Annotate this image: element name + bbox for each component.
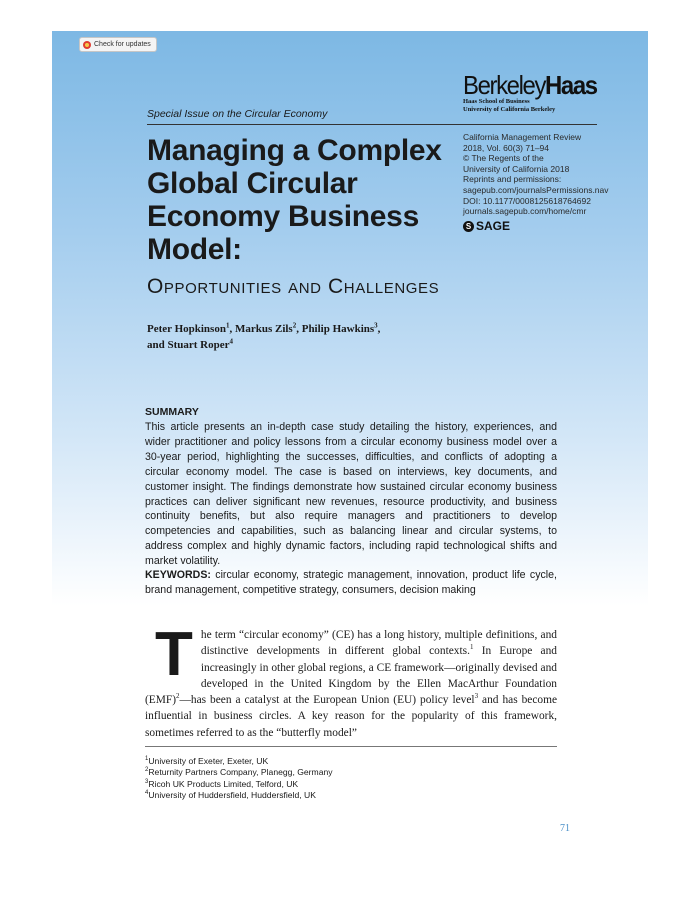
journal-metadata (463, 132, 613, 217)
check-for-updates-button[interactable] (79, 37, 157, 52)
header-rule (147, 124, 597, 125)
summary-heading: SUMMARY (145, 406, 199, 418)
doi-link[interactable]: DOI: 10.1177/0008125618764692 (463, 195, 591, 206)
journal-homepage-link[interactable]: journals.sagepub.com/home/cmr (463, 206, 587, 217)
body-paragraph: The term “circular economy” (CE) has a long history, multiple definitions, and distinctive developments in different global contexts.$^1$ In Europe and increasingly in other global regions, a CE framework—originally devised and developed in the United Kingdom by the Ellen MacArthur Foundation (EMF)$^2$—has been a catalyst at the European Union (EU) policy level$^3$ and has become influential in business circles. A key reason for the popularity of this framework, sometimes referred to as the “butterfly model” (145, 620, 558, 739)
author: Markus Zils$^2$, (234, 321, 302, 335)
journal-name: California Management Review (463, 132, 582, 142)
logo-word-haas: Haas (545, 70, 597, 100)
copyright-line-1: © The Regents of the (463, 153, 544, 164)
page-number: 71 (560, 823, 570, 834)
author: and Stuart Roper$^4$ (147, 337, 234, 351)
sage-logo (463, 219, 510, 233)
footnote: $^4$University of Huddersfield, Huddersfield, UK (145, 789, 316, 800)
footnote: $^3$Ricoh UK Products Limited, Telford, UK (145, 778, 299, 789)
permissions-link[interactable]: sagepub.com/journalsPermissions.nav (463, 184, 609, 195)
summary-text: This article presents an in-depth case study detailing the history, experiences, and wider practitioner and policy lessons from a circular economy business model over a 30-year period, highlighting the successes, difficulties, and conflicts of adopting a circular economy model. The case is based on interviews, key documents, and customer insight. The findings demonstrate how sustained circular economy business practices can deliver significant new revenues, resource productivity, and business continuity benefits, but also require managers and practitioners to develop competencies and capabilities, such as balancing linear and circular systems, to address complex and highly dynamic factors, including rapid technological shifts and market volatility. (145, 421, 557, 568)
footnote: $^1$University of Exeter, Exeter, UK (145, 756, 269, 766)
author: Philip Hawkins$^3$, (301, 321, 381, 335)
logo-university: University of California Berkeley (463, 106, 556, 113)
keywords (145, 568, 557, 598)
author: Peter Hopkinson$^1$, (147, 321, 235, 335)
crossmark-icon (83, 41, 91, 49)
logo-wordmark (463, 70, 597, 100)
article-title: Managing a Complex Global Circular Economy Business Model: (147, 134, 442, 266)
drop-cap: T (155, 620, 193, 689)
keywords-label: KEYWORDS: (145, 569, 211, 581)
footnote: $^2$Returnity Partners Company, Planegg, Germany (145, 767, 333, 778)
copyright-line-2: University of California 2018 (463, 163, 570, 174)
author-list (147, 321, 447, 353)
logo-word-berkeley: Berkeley (463, 70, 546, 100)
logo-school: Haas School of Business (463, 98, 530, 105)
sage-wordmark: SAGE (476, 219, 511, 233)
special-issue-label: Special Issue on the Circular Economy (147, 108, 328, 120)
sage-icon: S (463, 221, 474, 232)
reprints-label: Reprints and permissions: (463, 174, 562, 185)
journal-volume: 2018, Vol. 60(3) 71–94 (463, 142, 550, 153)
check-for-updates-label: Check for updates (94, 41, 151, 48)
affiliation-footnotes (145, 756, 333, 801)
footnote-rule (145, 746, 557, 747)
article-subtitle: Opportunities and Challenges (147, 275, 440, 298)
berkeley-haas-logo (463, 72, 603, 114)
keywords-text: circular economy, strategic management, innovation, product life cycle, brand management, competitive strategy, consumers, decision making (145, 569, 557, 596)
